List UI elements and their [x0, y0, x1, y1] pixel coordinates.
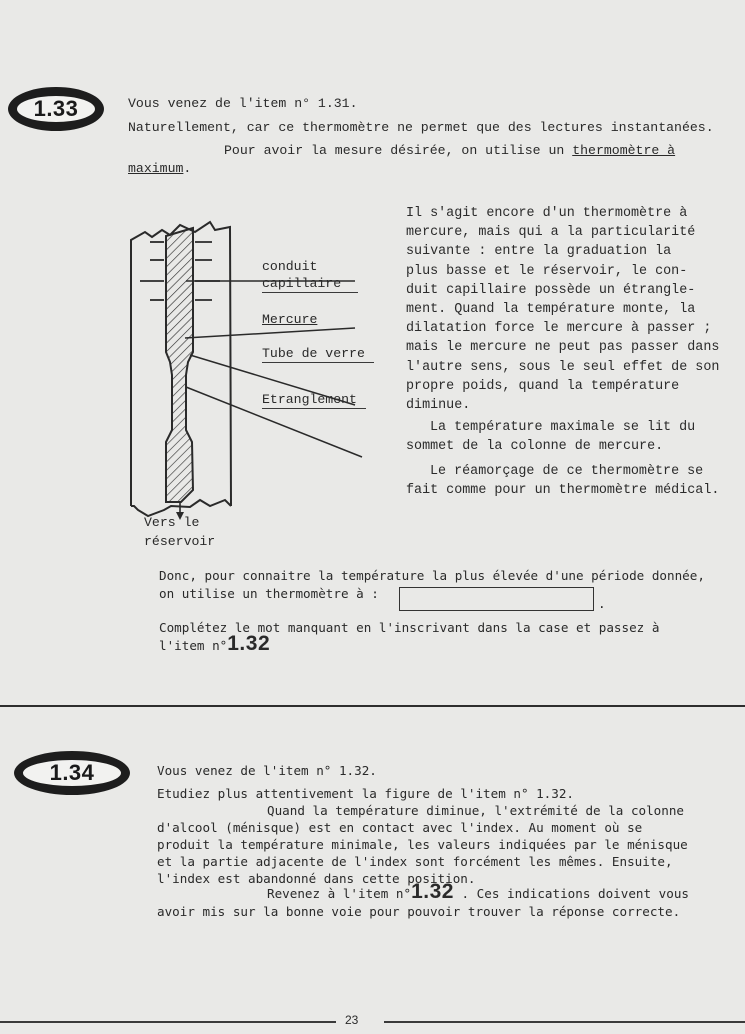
reset-paragraph [406, 462, 719, 500]
intro-text: Vous venez de l'item n° 1.32. [157, 763, 377, 778]
label-etranglement: Etranglement [262, 392, 357, 407]
period: . [183, 161, 192, 176]
text-line: fait comme pour un thermomètre médical. [406, 483, 720, 499]
item-badge-134 [14, 751, 130, 795]
leader-lines [185, 281, 362, 457]
text-line: ment. Quand la température monte, la [406, 302, 696, 318]
instruction-text: Complétez le mot manquant en l'inscrivant dans la case et passez à [159, 620, 660, 635]
text-line: La température maximale se lit du [430, 420, 696, 435]
goto-label: l'item n° [159, 638, 228, 653]
maximum-term: maximum [128, 161, 184, 176]
answer-input[interactable] [399, 587, 594, 611]
goto-item-link[interactable]: 1.32 [227, 632, 271, 655]
return-line [267, 881, 689, 905]
text-line: Quand la température diminue, l'extrémité de la colonne [267, 803, 685, 818]
question-line-1: Donc, pour connaitre la température la plus élevée d'une période donnée, [159, 568, 705, 583]
thermometer-term: thermomètre à [572, 143, 676, 158]
explanation-text: Pour avoir la mesure désirée, on utilise un [224, 143, 573, 158]
return-label: Revenez à l'item n° [267, 886, 412, 901]
label-mercure: Mercure [262, 312, 318, 327]
label-underline [262, 408, 366, 409]
question-line-2: on utilise un thermomètre à : [159, 586, 379, 601]
label-vers-le: Vers le [144, 515, 200, 530]
section-divider [0, 705, 745, 707]
study-instruction: Etudiez plus attentivement la figure de l'item n° 1.32. [157, 786, 575, 801]
item-badge-133 [8, 87, 104, 131]
text-line: l'autre sens, sous le seul effet de son [406, 359, 720, 375]
return-text: . Ces indications doivent vous [453, 886, 689, 901]
footer-rule-left [0, 1021, 336, 1023]
item-number: 1.34 [49, 760, 95, 785]
text-line: Le réamorçage de ce thermomètre se [430, 464, 704, 479]
answer-explanation-cont [128, 161, 191, 177]
goto-item [159, 633, 270, 657]
answer-feedback: Naturellement, car ce thermomètre ne permet que des lectures instantanées. [128, 120, 714, 135]
return-item-link[interactable]: 1.32 [411, 880, 454, 903]
label-reservoir: réservoir [144, 534, 216, 549]
explanation-body [157, 802, 688, 887]
text-line: suivante : entre la graduation la [406, 244, 672, 260]
max-temp-paragraph [406, 418, 695, 456]
footer-rule-right [384, 1021, 745, 1023]
mercury-column [166, 228, 193, 502]
text-line: dilatation force le mercure à passer ; [406, 321, 712, 337]
label-underline [262, 292, 358, 293]
text-line: d'alcool (ménisque) est en contact avec l'index. Au moment où se [157, 820, 643, 835]
closing-line: avoir mis sur la bonne voie pour pouvoir trouver la réponse correcte. [157, 904, 681, 919]
answer-period: . [598, 596, 606, 611]
label-tube-de-verre: Tube de verre [262, 346, 365, 361]
label-conduit: conduit [262, 259, 318, 274]
text-line: Il s'agit encore d'un thermomètre à [406, 206, 688, 221]
text-line: l'index est abandonné dans cette position. [157, 871, 476, 886]
item-number: 1.33 [33, 96, 79, 121]
text-line: plus basse et le réservoir, le con- [406, 263, 688, 279]
intro-text: Vous venez de l'item n° 1.31. [128, 96, 358, 111]
text-line: duit capillaire possède un étrangle- [406, 282, 696, 298]
page-number: 23 [345, 1013, 359, 1027]
label-underline [262, 362, 374, 363]
explanation-paragraph [406, 204, 742, 415]
text-line: sommet de la colonne de mercure. [406, 439, 664, 455]
label-capillaire: capillaire [262, 276, 342, 291]
text-line: propre poids, quand la température [406, 378, 680, 394]
answer-explanation [224, 143, 675, 159]
text-line: diminue. [406, 398, 471, 414]
text-line: mercure, mais qui a la particularité [406, 225, 696, 241]
text-line: mais le mercure ne peut pas passer dans [406, 340, 720, 356]
text-line: et la partie adjacente de l'index sont forcément les mêmes. Ensuite, [157, 854, 673, 869]
text-line: produit la température minimale, les valeurs indiquées par le ménisque [157, 837, 688, 852]
